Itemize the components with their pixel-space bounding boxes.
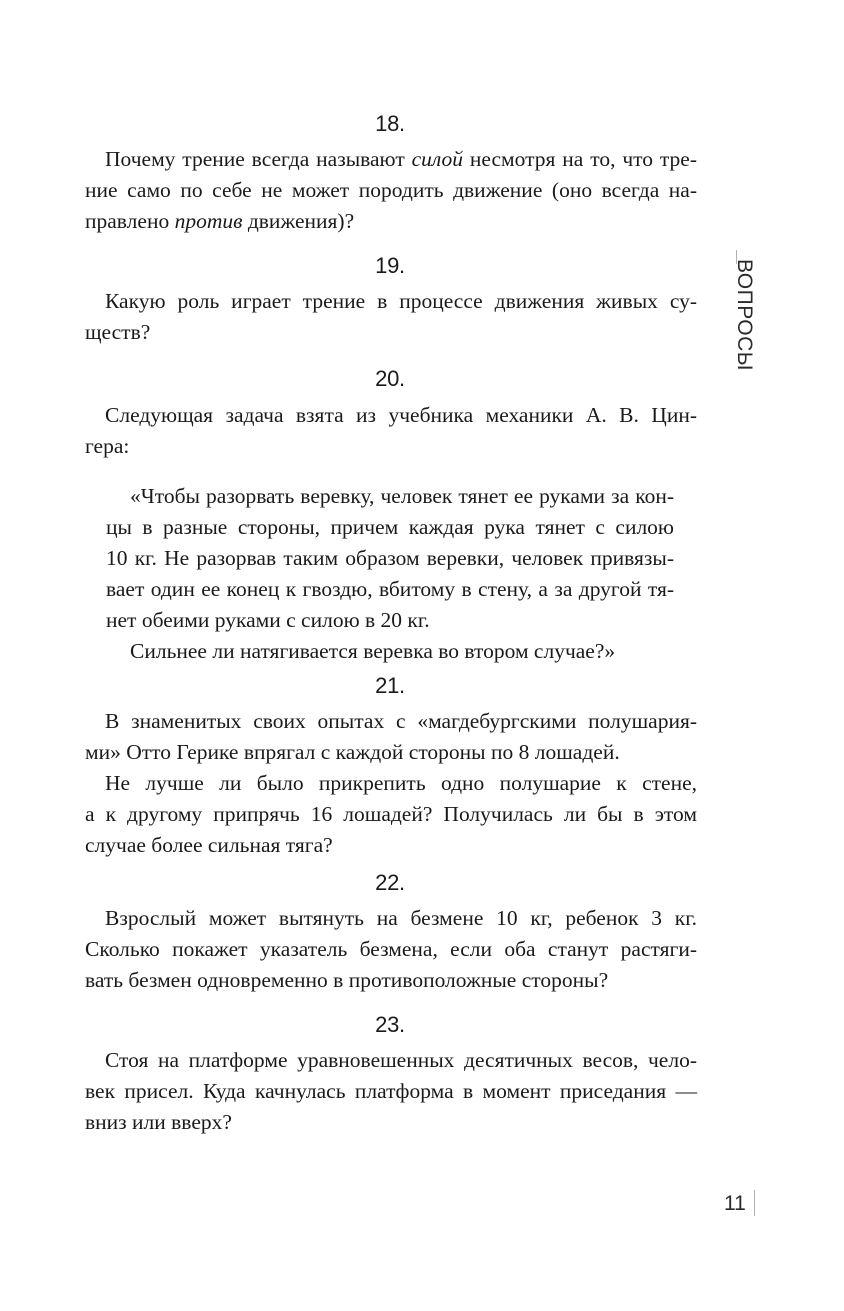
text-line: гера: (85, 434, 130, 458)
text-line: случае более сильная тяга? (85, 833, 333, 857)
text-line: вать безмен одновременно в противоположные стороны? (85, 968, 609, 992)
text-line: ми» Отто Герике впрягал с каждой стороны по 8 лошадей. (85, 740, 620, 764)
text-line: Взрослый может вытянуть на безмене 10 кг, ребенок 3 кг. (105, 906, 697, 930)
question-text-22 (85, 903, 697, 996)
text-line: Не лучше ли было прикрепить одно полушарие к стене, (105, 771, 697, 795)
question-text-20 (85, 400, 697, 462)
question-number-19: 19. (375, 253, 405, 278)
question-number-22: 22. (375, 870, 405, 895)
text-line: а к другому припрячь 16 лошадей? Получилась ли бы в этом (85, 802, 697, 826)
question-text-21 (85, 706, 697, 861)
text-line: Какую роль играет трение в процессе движения живых су- (105, 289, 697, 313)
question-number-18: 18. (375, 111, 405, 136)
page-number-divider (754, 1190, 755, 1216)
text-line: век присел. Куда качнулась платформа в момент приседания — (85, 1079, 697, 1103)
text-line: В знаменитых своих опытах с «магдебургскими полушария- (105, 709, 697, 733)
text-line: ние само по себе не может породить движение (оно всегда на- (85, 178, 697, 202)
question-text-18 (85, 144, 697, 237)
text-line: ществ? (85, 320, 151, 344)
quote-line: «Чтобы разорвать веревку, человек тянет ее руками за кон- (130, 484, 674, 508)
quote-line: нет обеими руками с силою в 20 кг. (106, 608, 430, 632)
quote-block (106, 481, 674, 667)
question-text-23 (85, 1045, 697, 1138)
quote-line: цы в разные стороны, причем каждая рука тянет с силою (106, 515, 674, 539)
text-line: Почему трение всегда называют силой несмотря на то, что тре- (105, 147, 697, 171)
text-line: Стоя на платформе уравновешенных десятичных весов, чело- (105, 1048, 697, 1072)
page-number: 11 (724, 1192, 746, 1215)
question-number-21: 21. (375, 673, 405, 698)
question-text-19 (85, 286, 697, 348)
question-number-20: 20. (375, 366, 405, 391)
quote-line: Сильнее ли натягивается веревка во втором случае?» (130, 639, 616, 663)
text-line: вниз или вверх? (85, 1110, 232, 1134)
quote-line: вает один ее конец к гвоздю, вбитому в стену, а за другой тя- (106, 577, 674, 601)
quote-line: 10 кг. Не разорвав таким образом веревки, человек привязы- (106, 546, 674, 570)
side-tab-label: ВОПРОСЫ (733, 259, 756, 371)
text-line: Сколько покажет указатель безмена, если оба станут растяги- (85, 937, 697, 961)
question-number-23: 23. (375, 1012, 405, 1037)
text-line: Следующая задача взята из учебника механики А. В. Цин- (105, 403, 697, 427)
text-line: правлено против движения)? (85, 209, 355, 233)
chapter-side-tab (733, 250, 756, 371)
